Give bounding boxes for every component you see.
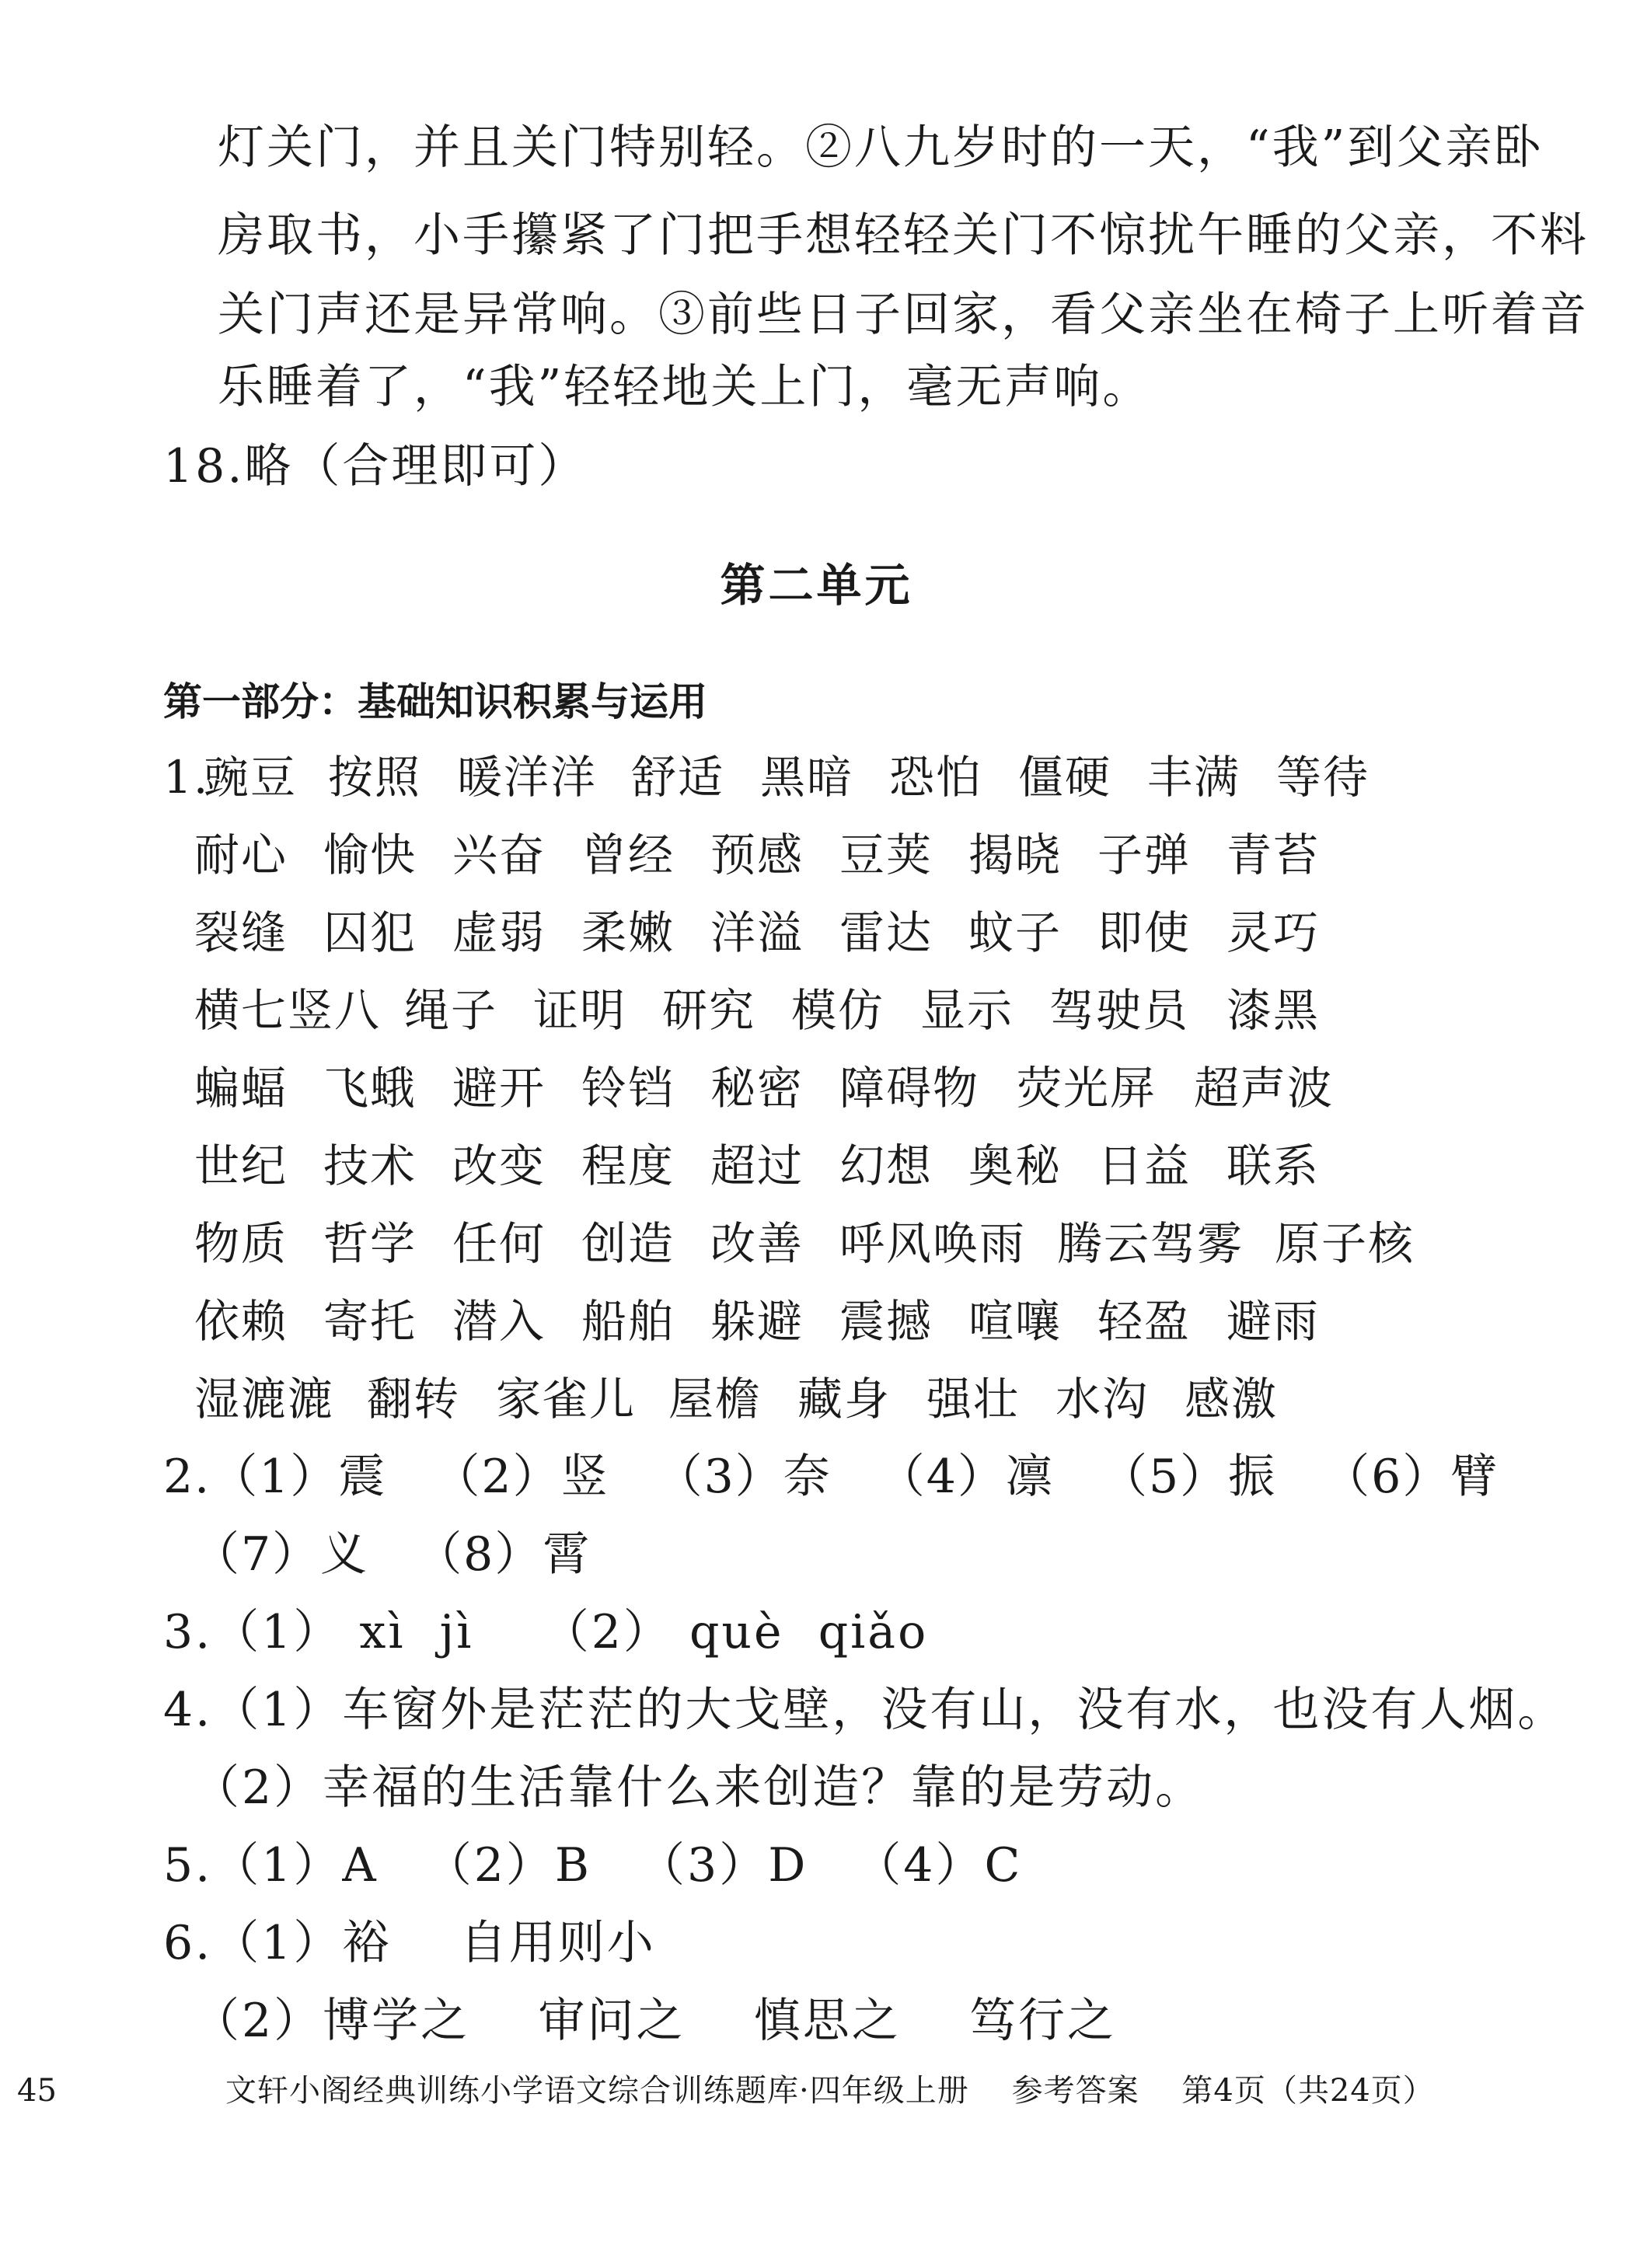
word: 青苔: [1226, 829, 1321, 881]
word: 荧光屏: [1017, 1062, 1157, 1115]
word: 联系: [1226, 1139, 1321, 1192]
word: 洋溢: [710, 906, 804, 959]
word: 技术: [323, 1139, 417, 1192]
answer-1-prefix: 1.: [163, 751, 210, 804]
answer-2-line-1: [163, 1446, 1545, 1508]
word: 原子核: [1275, 1217, 1415, 1270]
word: 横七竖八: [194, 984, 382, 1037]
answer-6-line-1: 6.（1）裕 自用则小: [163, 1916, 656, 1970]
unit-title: 第二单元: [720, 559, 913, 612]
word: 船舶: [581, 1295, 675, 1348]
word: 水沟: [1056, 1373, 1150, 1425]
word: 兴奋: [452, 829, 546, 881]
word: 喧嚷: [968, 1295, 1062, 1348]
word: 研究: [662, 984, 756, 1037]
word: 程度: [581, 1139, 675, 1192]
word: 避雨: [1226, 1295, 1321, 1348]
word: 任何: [452, 1217, 546, 1270]
word: 哲学: [323, 1217, 417, 1270]
answer-5-item: （4）C: [854, 1838, 1023, 1893]
answer-3: 3.（1） xì jì （2） què qiǎo: [163, 1605, 929, 1659]
word: 绳子: [404, 984, 498, 1037]
word: 藏身: [797, 1373, 892, 1425]
word: 家雀儿: [496, 1373, 637, 1425]
word: 暖洋洋: [457, 751, 598, 804]
answer-4-line-1: 4.（1）车窗外是茫茫的大戈壁，没有山，没有水，也没有人烟。: [163, 1683, 1567, 1737]
word: 按照: [328, 751, 422, 804]
word: 超声波: [1194, 1062, 1335, 1115]
word: 愉快: [323, 829, 417, 881]
word: 屋檐: [668, 1373, 762, 1425]
word: 柔嫩: [581, 906, 675, 959]
answer-2-item: （8）霄: [415, 1527, 591, 1582]
answer-2-item: 2.（1）震: [163, 1450, 387, 1504]
word: 腾云驾雾: [1057, 1217, 1244, 1270]
word: 囚犯: [323, 906, 417, 959]
word: 虚弱: [452, 906, 546, 959]
answer-5: [163, 1834, 1069, 1896]
word: 寄托: [323, 1295, 417, 1348]
answer-4-line-2: （2）幸福的生活靠什么来创造？靠的是劳动。: [193, 1760, 1205, 1815]
answer-18: 18.略（合理即可）: [163, 439, 588, 494]
word: 豌豆: [204, 751, 298, 804]
word: 子弹: [1097, 829, 1192, 881]
page-footer: 文轩小阁经典训练小学语文综合训练题库·四年级上册 参考答案 第4页（共24页）: [225, 2073, 1435, 2109]
word: 秘密: [710, 1062, 804, 1115]
word: 裂缝: [194, 906, 288, 959]
word: 湿漉漉: [194, 1373, 335, 1425]
word: 灵巧: [1226, 906, 1321, 959]
word: 耐心: [194, 829, 288, 881]
word: 日益: [1097, 1139, 1192, 1192]
answer-5-item: （2）B: [424, 1838, 592, 1893]
word: 轻盈: [1097, 1295, 1192, 1348]
word: 显示: [920, 984, 1014, 1037]
word: 蚊子: [968, 906, 1062, 959]
word: 丰满: [1147, 751, 1241, 804]
word: 预感: [710, 829, 804, 881]
word: 漆黑: [1226, 984, 1321, 1037]
answer-2-item: （7）义: [193, 1527, 369, 1582]
answer-2-item: （6）臂: [1323, 1450, 1499, 1504]
word: 恐怕: [889, 751, 983, 804]
word: 改善: [710, 1217, 804, 1270]
answer-5-item: （3）D: [638, 1838, 808, 1893]
word: 蝙蝠: [194, 1062, 288, 1115]
word: 飞蛾: [323, 1062, 417, 1115]
word: 雷达: [839, 906, 933, 959]
word: 物质: [194, 1217, 288, 1270]
section-title: 第一部分：基础知识积累与运用: [163, 679, 707, 724]
word: 翻转: [367, 1373, 461, 1425]
word: 躲避: [710, 1295, 804, 1348]
page-number: 45: [17, 2073, 57, 2109]
word: 世纪: [194, 1139, 288, 1192]
word: 震撼: [839, 1295, 933, 1348]
word: 潜入: [452, 1295, 546, 1348]
word: 等待: [1276, 751, 1370, 804]
word: 驾驶员: [1049, 984, 1190, 1037]
word: 揭晓: [968, 829, 1062, 881]
word: 创造: [581, 1217, 675, 1270]
answer-2-item: （4）凛: [878, 1450, 1054, 1504]
word: 即使: [1097, 906, 1192, 959]
answer-2-item: （5）振: [1100, 1450, 1277, 1504]
word: 障碍物: [839, 1062, 980, 1115]
answer-6-line-2: （2）博学之 审问之 慎思之 笃行之: [193, 1994, 1117, 2048]
word: 改变: [452, 1139, 546, 1192]
answer-continued-line-3: 关门声还是异常响。③前些日子回家，看父亲坐在椅子上听着音: [218, 288, 1589, 342]
answer-5-item: 5.（1）A: [163, 1838, 379, 1893]
word: 豆荚: [839, 829, 933, 881]
answer-2-item: （3）奈: [655, 1450, 832, 1504]
word: 曾经: [581, 829, 675, 881]
answer-continued-line-4: 乐睡着了，“我”轻轻地关上门，毫无声响。: [218, 360, 1152, 414]
word: 幻想: [839, 1139, 933, 1192]
word: 黑暗: [760, 751, 854, 804]
word: 证明: [533, 984, 627, 1037]
word: 依赖: [194, 1295, 288, 1348]
answer-2-line-2: [193, 1523, 637, 1586]
word: 奥秘: [968, 1139, 1062, 1192]
answer-continued-line-1: 灯关门，并且关门特别轻。②八九岁时的一天，“我”到父亲卧: [218, 120, 1544, 175]
word: 模仿: [791, 984, 885, 1037]
word: 感激: [1185, 1373, 1279, 1425]
answer-continued-line-2: 房取书，小手攥紧了门把手想轻轻关门不惊扰午睡的父亲，不料: [218, 208, 1589, 263]
word: 僵硬: [1018, 751, 1112, 804]
word: 超过: [710, 1139, 804, 1192]
answer-2-item: （2）竖: [433, 1450, 609, 1504]
word: 避开: [452, 1062, 546, 1115]
word: 强壮: [926, 1373, 1021, 1425]
word: 铃铛: [581, 1062, 675, 1115]
word: 呼风唤雨: [839, 1217, 1027, 1270]
word: 舒适: [631, 751, 725, 804]
